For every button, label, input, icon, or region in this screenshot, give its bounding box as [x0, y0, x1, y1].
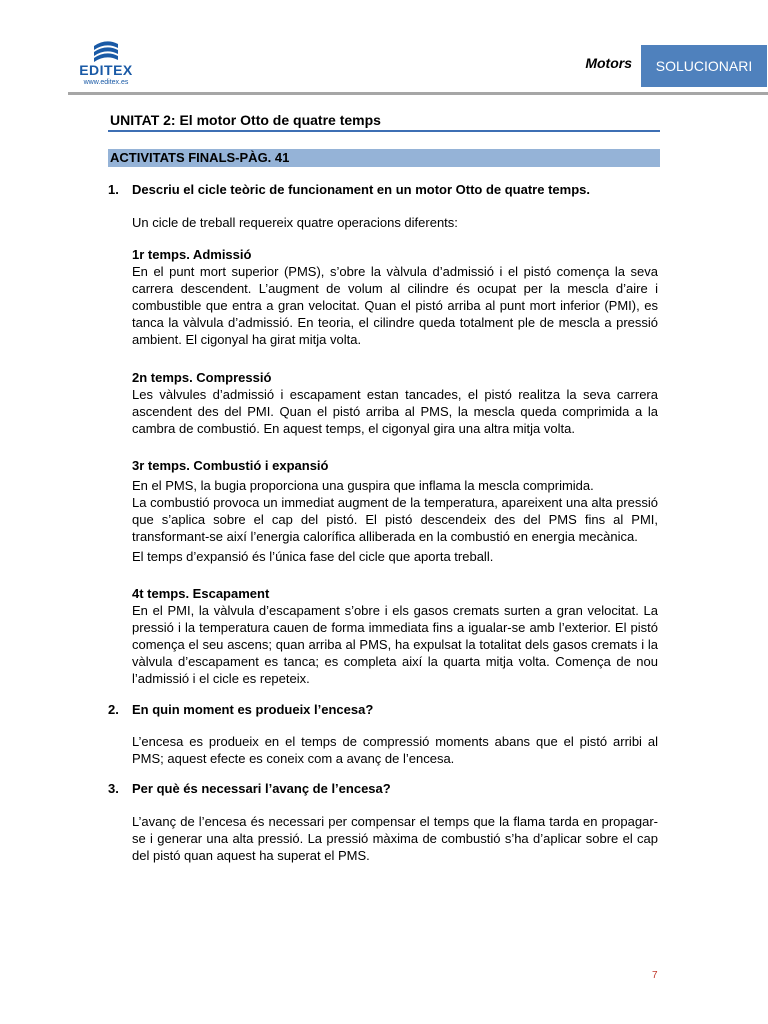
- subject-title: Motors: [585, 55, 632, 71]
- stroke-3-text-c: El temps d’expansió és l’única fase del cicle que aporta treball.: [132, 549, 494, 564]
- stroke-4-text: En el PMI, la vàlvula d’escapament s’obre i els gasos cremats surten a gran velocitat. La pressió i la temperatura cauen de forma immediata fins a igualar-se amb l’exterior. El pistó comença el seu ascens; quan arriba al PMS, ha expulsat la totalitat dels gasos cremats i la vàlvula d’escapament es tanca; es completa així la quarta mitja volta. Comença de nou l’admissió i el cicle es repeteix.: [132, 603, 658, 686]
- unit-title: UNITAT 2: El motor Otto de quatre temps: [110, 112, 381, 128]
- stroke-3-text: [132, 477, 658, 565]
- answer-3: L’avanç de l’encesa és necessari per compensar el temps que la flama tarda en propagar-se i generar una alta pressió. La pressió màxima de combustió s’ha d’aplicar sobre el cap del pistó quan aquest ha superat el PMS.: [132, 814, 658, 863]
- logo-name: EDITEX: [79, 62, 133, 78]
- stroke-3-text-b: La combustió provoca un immediat augment de la temperatura, apareixent una alta pressió que s’aplica sobre el cap del pistó. El pistó descendeix des del PMS fins al PMI, transformant-se així l’energia calorífica alliberada en la combustió en energia mecànica.: [132, 495, 658, 544]
- question-2: [108, 702, 373, 717]
- answer-intro: Un cicle de treball requereix quatre operacions diferents:: [132, 215, 458, 230]
- answer-2: L’encesa es produeix en el temps de compressió moments abans que el pistó arribi al PMS; aquest efecte es coneix com a avanç de l’encesa.: [132, 734, 658, 766]
- stroke-4-title: 4t temps. Escapament: [132, 586, 270, 601]
- stroke-2-title: 2n temps. Compressió: [132, 370, 272, 385]
- logo-url: www.editex.es: [83, 79, 129, 86]
- section-heading: ACTIVITATS FINALS-PÀG. 41: [108, 149, 660, 167]
- question-text: Per què és necessari l’avanç de l’encesa?: [132, 781, 391, 796]
- question-number: 2.: [108, 702, 119, 717]
- page-header: [0, 0, 768, 100]
- stroke-2-text: Les vàlvules d’admissió i escapament estan tancades, el pistó realitza la seva carrera ascendent des del PMI. Quan el pistó arriba al PMS, la mescla queda comprimida a la cambra de combustió. En aquest temps, el cigonyal gira una altra mitja volta.: [132, 387, 658, 436]
- stroke-3-text-a: En el PMS, la bugia proporciona una guspira que inflama la mescla comprimida.: [132, 478, 594, 493]
- question-text: Descriu el cicle teòric de funcionament en un motor Otto de quatre temps.: [132, 182, 590, 197]
- question-1: [108, 182, 590, 197]
- stroke-3-title: 3r temps. Combustió i expansió: [132, 458, 329, 473]
- editex-logo: [76, 40, 138, 90]
- stroke-1-text: En el punt mort superior (PMS), s’obre la vàlvula d’admissió i el pistó comença la seva carrera descendent. L’augment de volum al cilindre és ocupat per la mescla d’aire i combustible que entra a gran velocitat. Quan el pistó arriba al punt mort inferior (PMI), es tanca la vàlvula d’admissió. En teoria, el cilindre queda totalment ple de mescla a pressió ambient. El cigonyal ha girat mitja volta.: [132, 264, 658, 347]
- question-number: 3.: [108, 781, 119, 796]
- editex-logo-icon: [90, 40, 122, 62]
- solucionari-badge: SOLUCIONARI: [641, 45, 767, 87]
- page-number: 7: [652, 970, 658, 981]
- question-3: [108, 781, 391, 796]
- question-text: En quin moment es produeix l’encesa?: [132, 702, 374, 717]
- stroke-1-title: 1r temps. Admissió: [132, 247, 252, 262]
- header-divider: [68, 92, 768, 95]
- unit-divider: [108, 130, 660, 132]
- question-number: 1.: [108, 182, 119, 197]
